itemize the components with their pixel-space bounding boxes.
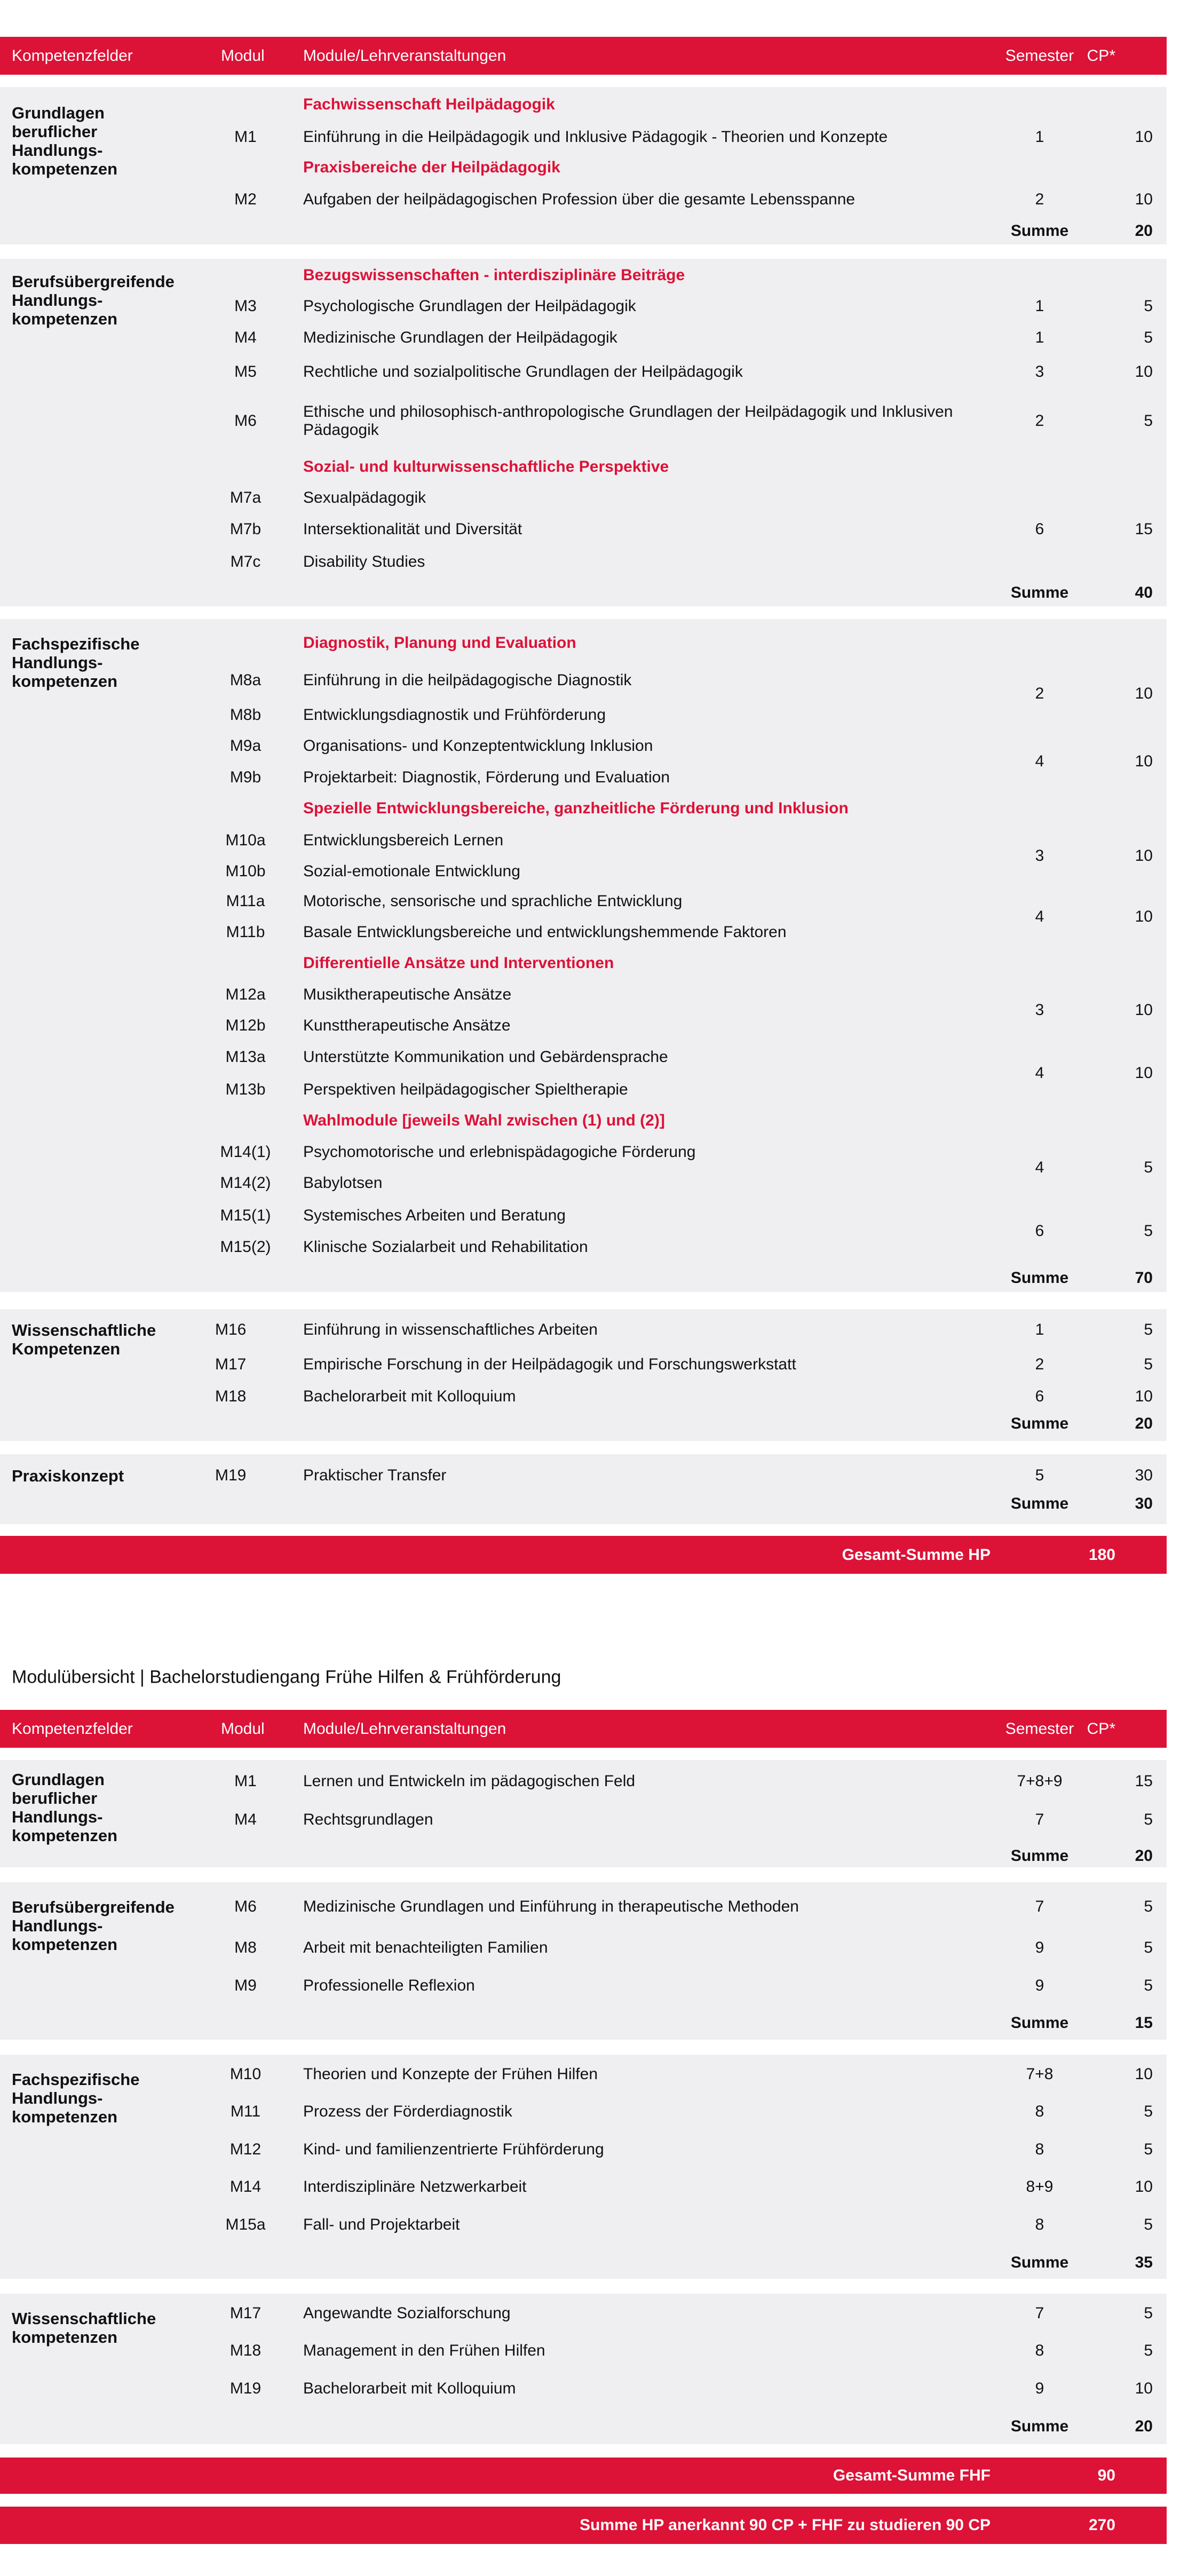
- module-title: Aufgaben der heilpädagogischen Profession über die gesamte Lebensspanne: [303, 191, 856, 208]
- semester: 2: [1035, 191, 1044, 208]
- cp: 10: [1135, 2178, 1153, 2195]
- sum-value: 20: [1135, 222, 1153, 240]
- module-code: M12: [229, 2141, 262, 2158]
- section-label: Wissenschaftliche Kompetenzen: [12, 1321, 156, 1358]
- semester: 5: [1035, 1467, 1044, 1484]
- module-title: Medizinische Grundlagen der Heilpädagogik: [303, 329, 617, 346]
- cp: 10: [1135, 2065, 1153, 2083]
- cp: 5: [1144, 1356, 1153, 1373]
- subheading: Spezielle Entwicklungsbereiche, ganzheitliche Förderung und Inklusion: [303, 799, 849, 817]
- semester: 4: [1035, 1159, 1044, 1176]
- module-title: Prozess der Förderdiagnostik: [303, 2103, 512, 2120]
- module-title: Lernen und Entwickeln im pädagogischen Feld: [303, 1772, 636, 1790]
- cp: 10: [1135, 2380, 1153, 2397]
- module-title: Entwicklungsbereich Lernen: [303, 831, 504, 849]
- cp: 5: [1144, 2103, 1153, 2120]
- section-label: Berufsübergreifende Handlungs- kompetenzen: [12, 272, 175, 328]
- module-code: M18: [215, 1388, 247, 1405]
- header-cp: CP*: [1087, 1719, 1115, 1738]
- module-code: M8: [234, 1939, 257, 1956]
- semester: 7: [1035, 1898, 1044, 1915]
- module-code: M14: [229, 2178, 262, 2195]
- module-title: Praktischer Transfer: [303, 1467, 447, 1484]
- module-title: Interdisziplinäre Netzwerkarbeit: [303, 2178, 527, 2195]
- semester: 7: [1035, 1811, 1044, 1828]
- sum-label: Summe: [1010, 1495, 1069, 1512]
- module-title: Sexualpädagogik: [303, 489, 426, 506]
- cp: 5: [1144, 1939, 1153, 1956]
- cp: 5: [1144, 1811, 1153, 1828]
- section-label: Berufsübergreifende Handlungs- kompetenzen: [12, 1898, 175, 1954]
- module-title: Rechtsgrundlagen: [303, 1811, 433, 1828]
- semester: 1: [1035, 329, 1044, 346]
- sum-label: Summe: [1010, 584, 1069, 601]
- module-title: Musiktherapeutische Ansätze: [303, 986, 512, 1003]
- module-code: M19: [229, 2380, 262, 2397]
- module-title: Kunsttherapeutische Ansätze: [303, 1017, 511, 1034]
- module-code: M14(2): [220, 1174, 271, 1192]
- semester: 7+8+9: [1017, 1772, 1063, 1790]
- subheading: Praxisbereiche der Heilpädagogik: [303, 158, 560, 176]
- grand-total-label: Summe HP anerkannt 90 CP + FHF zu studieren 90 CP: [580, 2516, 991, 2534]
- header-cp: CP*: [1087, 46, 1115, 65]
- semester: 8: [1035, 2103, 1044, 2120]
- module-code: M13a: [225, 1048, 266, 1066]
- module-code: M4: [234, 329, 257, 346]
- sum-value: 40: [1135, 584, 1153, 601]
- module-title: Einführung in wissenschaftliches Arbeiten: [303, 1321, 598, 1338]
- cp: 10: [1135, 1388, 1153, 1405]
- header-modul: Modul: [221, 1719, 265, 1738]
- cp: 15: [1135, 1772, 1153, 1790]
- semester: 9: [1035, 1977, 1044, 1994]
- module-title: Kind- und familienzentrierte Frühförderung: [303, 2141, 604, 2158]
- sum-label: Summe: [1010, 222, 1069, 240]
- module-title: Theorien und Konzepte der Frühen Hilfen: [303, 2065, 598, 2083]
- cp: 10: [1135, 847, 1153, 865]
- module-title: Bachelorarbeit mit Kolloquium: [303, 2380, 516, 2397]
- module-code: M10: [229, 2065, 262, 2083]
- page-title: Modulübersicht | Bachelorstudiengang Frühe Hilfen & Frühförderung: [12, 1667, 561, 1687]
- module-code: M2: [234, 191, 257, 208]
- module-title: Babylotsen: [303, 1174, 383, 1192]
- semester: 8: [1035, 2216, 1044, 2233]
- module-title: Systemisches Arbeiten und Beratung: [303, 1207, 566, 1224]
- module-title: Projektarbeit: Diagnostik, Förderung und Evaluation: [303, 768, 670, 786]
- module-code: M9b: [229, 768, 262, 786]
- sum-value: 20: [1135, 2418, 1153, 2435]
- module-code: M13b: [225, 1081, 266, 1098]
- sum-value: 35: [1135, 2254, 1153, 2271]
- header-kompetenzfelder: Kompetenzfelder: [12, 1719, 133, 1738]
- module-code: M19: [215, 1467, 247, 1484]
- subheading: Fachwissenschaft Heilpädagogik: [303, 96, 555, 113]
- module-code: M16: [215, 1321, 247, 1338]
- module-code: M11a: [226, 892, 265, 910]
- header-semester: Semester: [1005, 1719, 1074, 1738]
- module-title: Professionelle Reflexion: [303, 1977, 475, 1994]
- header-kompetenzfelder: Kompetenzfelder: [12, 46, 133, 65]
- semester: 7: [1035, 2304, 1044, 2322]
- cp: 5: [1144, 1898, 1153, 1915]
- cp: 10: [1135, 1001, 1153, 1019]
- section-label: Fachspezifische Handlungs- kompetenzen: [12, 635, 140, 691]
- header-modul: Modul: [221, 46, 265, 65]
- cp: 10: [1135, 908, 1153, 925]
- semester: 6: [1035, 1222, 1044, 1240]
- section-label: Grundlagen beruflicher Handlungs- kompetenzen: [12, 104, 118, 178]
- semester: 6: [1035, 520, 1044, 538]
- module-code: M3: [234, 297, 257, 315]
- semester: 3: [1035, 363, 1044, 381]
- module-title: Einführung in die Heilpädagogik und Inklusive Pädagogik - Theorien und Konzepte: [303, 128, 888, 146]
- t2-section-fachspezifisch: [0, 2055, 1167, 2279]
- module-title: Ethische und philosophisch-anthropologische Grundlagen der Heilpädagogik und Inklusiven Pädagogik: [303, 403, 953, 439]
- subheading: Bezugswissenschaften - interdisziplinäre Beiträge: [303, 266, 685, 284]
- cp: 10: [1135, 1064, 1153, 1082]
- total-hp-value: 180: [1088, 1545, 1115, 1564]
- semester: 8: [1035, 2342, 1044, 2359]
- semester: 9: [1035, 1939, 1044, 1956]
- module-code: M12b: [225, 1017, 266, 1034]
- table1-header: [0, 37, 1167, 75]
- subheading: Wahlmodule [jeweils Wahl zwischen (1) und (2)]: [303, 1112, 665, 1129]
- module-code: M1: [234, 128, 257, 146]
- semester: 4: [1035, 1064, 1044, 1082]
- cp: 5: [1144, 412, 1153, 430]
- semester: 3: [1035, 1001, 1044, 1019]
- cp: 10: [1135, 685, 1153, 702]
- module-code: M17: [215, 1356, 247, 1373]
- module-code: M17: [229, 2304, 262, 2322]
- sum-value: 15: [1135, 2014, 1153, 2032]
- table2-header: [0, 1710, 1167, 1748]
- cp: 10: [1135, 752, 1153, 770]
- subheading: Differentielle Ansätze und Interventionen: [303, 954, 614, 972]
- semester: 8+9: [1026, 2178, 1054, 2195]
- module-title: Bachelorarbeit mit Kolloquium: [303, 1388, 516, 1405]
- subheading: Sozial- und kulturwissenschaftliche Perspektive: [303, 458, 669, 475]
- module-title: Perspektiven heilpädagogischer Spieltherapie: [303, 1081, 628, 1098]
- module-title: Fall- und Projektarbeit: [303, 2216, 460, 2233]
- module-code: M6: [234, 412, 257, 430]
- total-hp-row: [0, 1536, 1167, 1574]
- module-title: Unterstützte Kommunikation und Gebärdensprache: [303, 1048, 668, 1066]
- section-label: Wissenschaftliche kompetenzen: [12, 2309, 156, 2347]
- cp: 15: [1135, 520, 1153, 538]
- sum-label: Summe: [1010, 1269, 1069, 1287]
- header-module: Module/Lehrveranstaltungen: [303, 1719, 506, 1738]
- semester: 2: [1035, 1356, 1044, 1373]
- module-title: Rechtliche und sozialpolitische Grundlagen der Heilpädagogik: [303, 363, 743, 381]
- section-label: Fachspezifische Handlungs- kompetenzen: [12, 2070, 140, 2126]
- semester: 1: [1035, 128, 1044, 146]
- sum-value: 20: [1135, 1415, 1153, 1432]
- sum-value: 30: [1135, 1495, 1153, 1512]
- module-code: M7a: [229, 489, 262, 506]
- sum-label: Summe: [1010, 2418, 1069, 2435]
- semester: 3: [1035, 847, 1044, 865]
- total-fhf-label: Gesamt-Summe FHF: [833, 2467, 991, 2484]
- semester: 4: [1035, 752, 1044, 770]
- module-title: Klinische Sozialarbeit und Rehabilitation: [303, 1238, 588, 1256]
- module-title: Einführung in die heilpädagogische Diagnostik: [303, 671, 632, 689]
- subheading: Diagnostik, Planung und Evaluation: [303, 634, 576, 652]
- module-title: Intersektionalität und Diversität: [303, 520, 522, 538]
- sum-label: Summe: [1010, 1847, 1069, 1865]
- total-hp-label: Gesamt-Summe HP: [842, 1545, 991, 1564]
- semester: 2: [1035, 412, 1044, 430]
- cp: 5: [1144, 2304, 1153, 2322]
- cp: 5: [1144, 297, 1153, 315]
- module-title: Angewandte Sozialforschung: [303, 2304, 511, 2322]
- module-title: Management in den Frühen Hilfen: [303, 2342, 545, 2359]
- module-title: Psychomotorische und erlebnispädagogiche Förderung: [303, 1143, 696, 1161]
- semester: 2: [1035, 685, 1044, 702]
- section-label: Praxiskonzept: [12, 1467, 124, 1485]
- t1-section-grundlagen: [0, 87, 1167, 244]
- semester: 9: [1035, 2380, 1044, 2397]
- header-module: Module/Lehrveranstaltungen: [303, 46, 506, 65]
- module-title: Sozial-emotionale Entwicklung: [303, 862, 520, 880]
- module-title: Basale Entwicklungsbereiche und entwicklungshemmende Faktoren: [303, 923, 787, 941]
- module-code: M1: [234, 1772, 257, 1790]
- module-title: Organisations- und Konzeptentwicklung Inklusion: [303, 737, 653, 755]
- module-code: M8b: [229, 706, 262, 724]
- cp: 5: [1144, 1159, 1153, 1176]
- module-title: Motorische, sensorische und sprachliche Entwicklung: [303, 892, 683, 910]
- semester: 4: [1035, 908, 1044, 925]
- cp: 10: [1135, 363, 1153, 381]
- module-code: M15(2): [220, 1238, 271, 1256]
- module-code: M10a: [225, 831, 266, 849]
- module-title: Psychologische Grundlagen der Heilpädagogik: [303, 297, 636, 315]
- cp: 5: [1144, 2342, 1153, 2359]
- module-code: M4: [234, 1811, 257, 1828]
- cp: 10: [1135, 191, 1153, 208]
- module-code: M11b: [226, 923, 265, 941]
- module-title: Disability Studies: [303, 553, 425, 570]
- sum-label: Summe: [1010, 2254, 1069, 2271]
- module-code: M8a: [229, 671, 262, 689]
- cp: 5: [1144, 2216, 1153, 2233]
- module-code: M6: [234, 1898, 257, 1915]
- module-title: Entwicklungsdiagnostik und Frühförderung: [303, 706, 606, 724]
- cp: 5: [1144, 329, 1153, 346]
- module-code: M11: [230, 2103, 261, 2120]
- semester: 1: [1035, 297, 1044, 315]
- module-code: M14(1): [220, 1143, 271, 1161]
- sum-value: 20: [1135, 1847, 1153, 1865]
- module-code: M7b: [229, 520, 262, 538]
- section-label: Grundlagen beruflicher Handlungs- kompetenzen: [12, 1770, 118, 1845]
- module-title: Medizinische Grundlagen und Einführung in therapeutische Methoden: [303, 1898, 799, 1915]
- header-semester: Semester: [1005, 46, 1074, 65]
- module-code: M15(1): [220, 1207, 271, 1224]
- semester: 6: [1035, 1388, 1044, 1405]
- grand-total-value: 270: [1088, 2516, 1115, 2534]
- module-code: M7c: [230, 553, 261, 570]
- module-code: M10b: [225, 862, 266, 880]
- cp: 30: [1135, 1467, 1153, 1484]
- module-code: M15a: [225, 2216, 266, 2233]
- t1-section-praxiskonzept: [0, 1454, 1167, 1524]
- semester: 7+8: [1026, 2065, 1054, 2083]
- cp: 10: [1135, 128, 1153, 146]
- module-code: M12a: [225, 986, 266, 1003]
- cp: 5: [1144, 1977, 1153, 1994]
- cp: 5: [1144, 1222, 1153, 1240]
- module-code: M9a: [229, 737, 262, 755]
- module-code: M9: [234, 1977, 257, 1994]
- cp: 5: [1144, 1321, 1153, 1338]
- semester: 8: [1035, 2141, 1044, 2158]
- module-title: Empirische Forschung in der Heilpädagogik und Forschungswerkstatt: [303, 1356, 796, 1373]
- cp: 5: [1144, 2141, 1153, 2158]
- sum-label: Summe: [1010, 1415, 1069, 1432]
- module-code: M5: [234, 363, 257, 381]
- module-code: M18: [229, 2342, 262, 2359]
- total-fhf-value: 90: [1097, 2467, 1115, 2484]
- grand-total-row: [0, 2507, 1167, 2544]
- sum-label: Summe: [1010, 2014, 1069, 2032]
- module-title: Arbeit mit benachteiligten Familien: [303, 1939, 548, 1956]
- sum-value: 70: [1135, 1269, 1153, 1287]
- t2-section-wissenschaftlich: [0, 2294, 1167, 2444]
- total-fhf-row: [0, 2458, 1167, 2494]
- semester: 1: [1035, 1321, 1044, 1338]
